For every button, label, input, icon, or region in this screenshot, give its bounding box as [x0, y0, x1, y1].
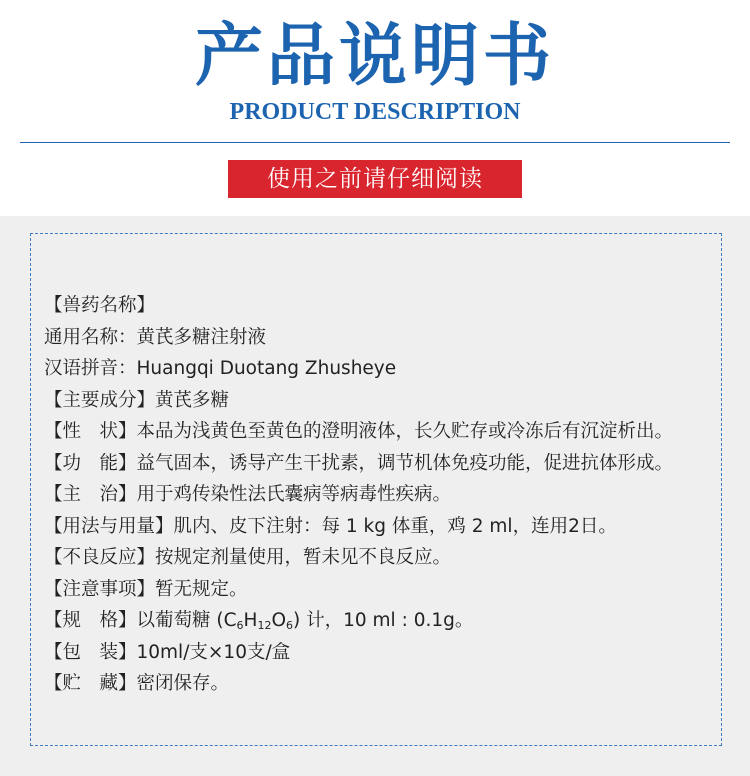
- packaging: 【包 装】10ml/支×10支/盒: [44, 641, 291, 663]
- precautions: 【注意事项】暂无规定。: [44, 578, 248, 600]
- main-ingredients: 【主要成分】黄芪多糖: [44, 389, 230, 411]
- storage: 【贮 藏】密闭保存。: [44, 673, 230, 694]
- adverse-reactions: 【不良反应】按规定剂量使用，暂未见不良反应。: [44, 547, 452, 568]
- header: [0, 0, 750, 216]
- description-body: [44, 290, 724, 700]
- generic-name: 通用名称：黄芪多糖注射液: [44, 326, 267, 348]
- function: 【功 能】益气固本，诱导产生干扰素，调节机体免疫功能，促进抗体形成。: [44, 452, 674, 474]
- divider: [20, 142, 730, 143]
- pinyin-name: 汉语拼音：Huangqi Duotang Zhusheye: [44, 358, 397, 379]
- properties: 【性 状】本品为浅黄色至黄色的澄明液体，长久贮存或冷冻后有沉淀析出。: [44, 421, 674, 442]
- page-title: 产品说明书: [194, 16, 555, 96]
- indications: 【主 治】用于鸡传染性法氏囊病等病毒性疾病。: [44, 484, 452, 505]
- page-subtitle: PRODUCT DESCRIPTION: [229, 99, 521, 125]
- dosage: 【用法与用量】肌内、皮下注射：每 1 kg 体重，鸡 2 ml，连用2日。: [44, 515, 617, 537]
- specification: 【规 格】以葡萄糖 $(C_6H_{12}O_6)$ 计，10 ml : 0.1g。: [44, 610, 474, 632]
- notice-banner: 使用之前请仔细阅读: [228, 160, 522, 198]
- drug-name-heading: 【兽药名称】: [44, 295, 156, 316]
